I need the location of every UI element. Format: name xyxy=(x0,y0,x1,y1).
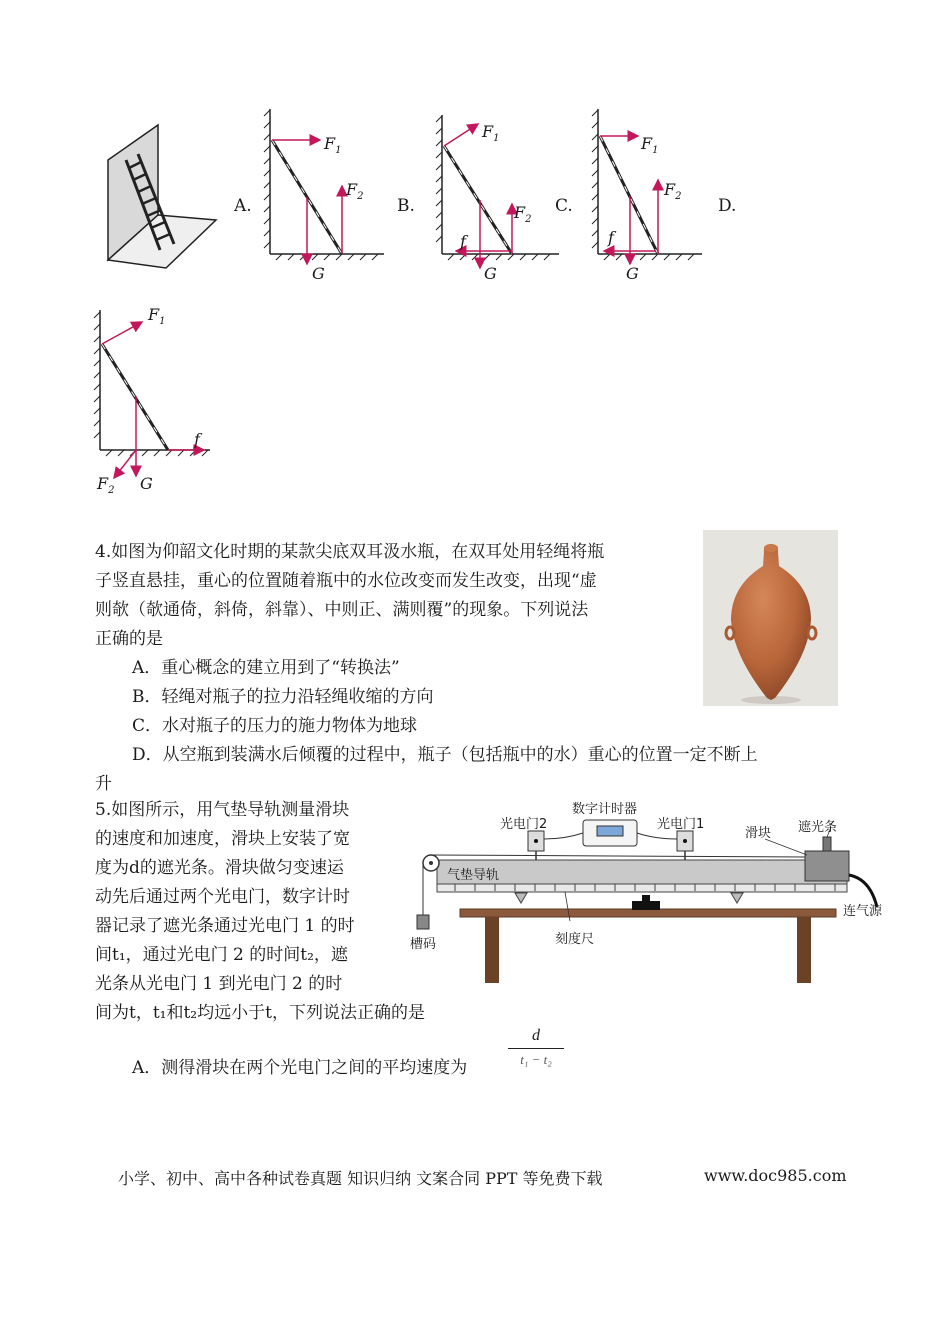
fig-d-f1-label: $F_1$ xyxy=(148,305,166,328)
fig-b-g-label: G xyxy=(484,264,497,283)
figure-a-forces xyxy=(262,104,392,284)
gate1-label: 光电门1 xyxy=(657,817,705,832)
q4-option-b: B．轻绳对瓶子的拉力沿轻绳收缩的方向 xyxy=(132,687,434,707)
fig-b-f-label: f xyxy=(460,232,466,251)
fraction-numerator: d xyxy=(532,1027,540,1044)
fig-c-f1-label: $F_1$ xyxy=(641,134,659,157)
ladder-corner-illustration xyxy=(98,120,218,270)
timer-label: 数字计时器 xyxy=(572,802,638,817)
q4-option-c: C．水对瓶子的压力的施力物体为地球 xyxy=(132,716,418,736)
q4-option-a: A．重心概念的建立用到了“转换法” xyxy=(132,658,400,678)
option-c-label: C. xyxy=(555,196,573,216)
scale-label: 刻度尺 xyxy=(555,932,595,947)
weight-label: 槽码 xyxy=(410,937,437,952)
fig-b-f1-label: $F_1$ xyxy=(482,122,500,145)
footer-left-text: 小学、初中、高中各种试卷真题 知识归纳 文案合同 PPT 等免费下载 xyxy=(118,1169,603,1188)
q4-stem-line: 4.如图为仰韶文化时期的某款尖底双耳汲水瓶，在双耳处用轻绳将瓶 xyxy=(95,542,605,562)
q5-stem-line: 度为d的遮光条。滑块做匀变速运 xyxy=(95,858,344,878)
q4-option-d-continuation: 升 xyxy=(95,774,112,794)
fig-a-f1-label: $F_1$ xyxy=(324,134,342,157)
figure-d-forces xyxy=(92,300,222,495)
fig-c-g-label: G xyxy=(626,264,639,283)
q5-stem-line: 5.如图所示，用气垫导轨测量滑块 xyxy=(95,800,350,820)
fig-d-g-label: G xyxy=(140,474,153,493)
option-b-label: B. xyxy=(397,196,415,216)
q4-stem-line: 正确的是 xyxy=(95,629,163,649)
air-source-label: 连气源 xyxy=(843,904,883,919)
q5-stem-line: 的速度和加速度，滑块上安装了宽 xyxy=(95,829,350,849)
fig-a-f2-label: $F_2$ xyxy=(346,180,364,203)
figure-c-forces xyxy=(590,104,710,284)
fig-c-f-label: f xyxy=(608,228,614,247)
fraction-denominator: t₁ − t₂ xyxy=(520,1052,552,1067)
water-vase-photo xyxy=(703,530,838,706)
slider-label: 滑块 xyxy=(745,826,772,841)
q4-stem-line: 子竖直悬挂，重心的位置随着瓶中的水位改变而发生改变，出现“虚 xyxy=(95,571,597,591)
q5-stem-line: 间为t，t₁和t₂均远小于t，下列说法正确的是 xyxy=(95,1003,425,1023)
q4-option-d: D．从空瓶到装满水后倾覆的过程中，瓶子（包括瓶中的水）重心的位置一定不断上 xyxy=(132,745,758,765)
question-4-stem xyxy=(95,538,685,654)
gate2-label: 光电门2 xyxy=(500,817,548,832)
fig-c-f2-label: $F_2$ xyxy=(664,180,682,203)
fig-a-g-label: G xyxy=(312,264,325,283)
fig-d-f2-label: $F_2$ xyxy=(97,474,115,497)
q5-fraction xyxy=(508,1026,564,1069)
q5-stem-line: 器记录了遮光条通过光电门 1 的时 xyxy=(95,916,355,936)
track-label: 气垫导轨 xyxy=(447,868,500,883)
q5-stem-line: 光条从光电门 1 到光电门 2 的时 xyxy=(95,974,343,994)
q5-stem-line: 间t₁，通过光电门 2 的时间t₂，遮 xyxy=(95,945,348,965)
option-a-label: A. xyxy=(234,196,252,216)
q5-stem-line: 动先后通过两个光电门，数字计时 xyxy=(95,887,350,907)
fraction-bar xyxy=(508,1048,564,1049)
q4-stem-line: 则欹（欹通倚，斜倚，斜靠）、中则正、满则覆”的现象。下列说法 xyxy=(95,600,589,620)
fig-d-f-label: f xyxy=(194,430,200,449)
footer-website[interactable]: www.doc985.com xyxy=(704,1166,847,1185)
option-d-label: D. xyxy=(718,196,737,216)
fig-b-f2-label: $F_2$ xyxy=(514,203,532,226)
shade-label: 遮光条 xyxy=(798,820,838,835)
q5-option-a: A．测得滑块在两个光电门之间的平均速度为 xyxy=(132,1058,468,1078)
